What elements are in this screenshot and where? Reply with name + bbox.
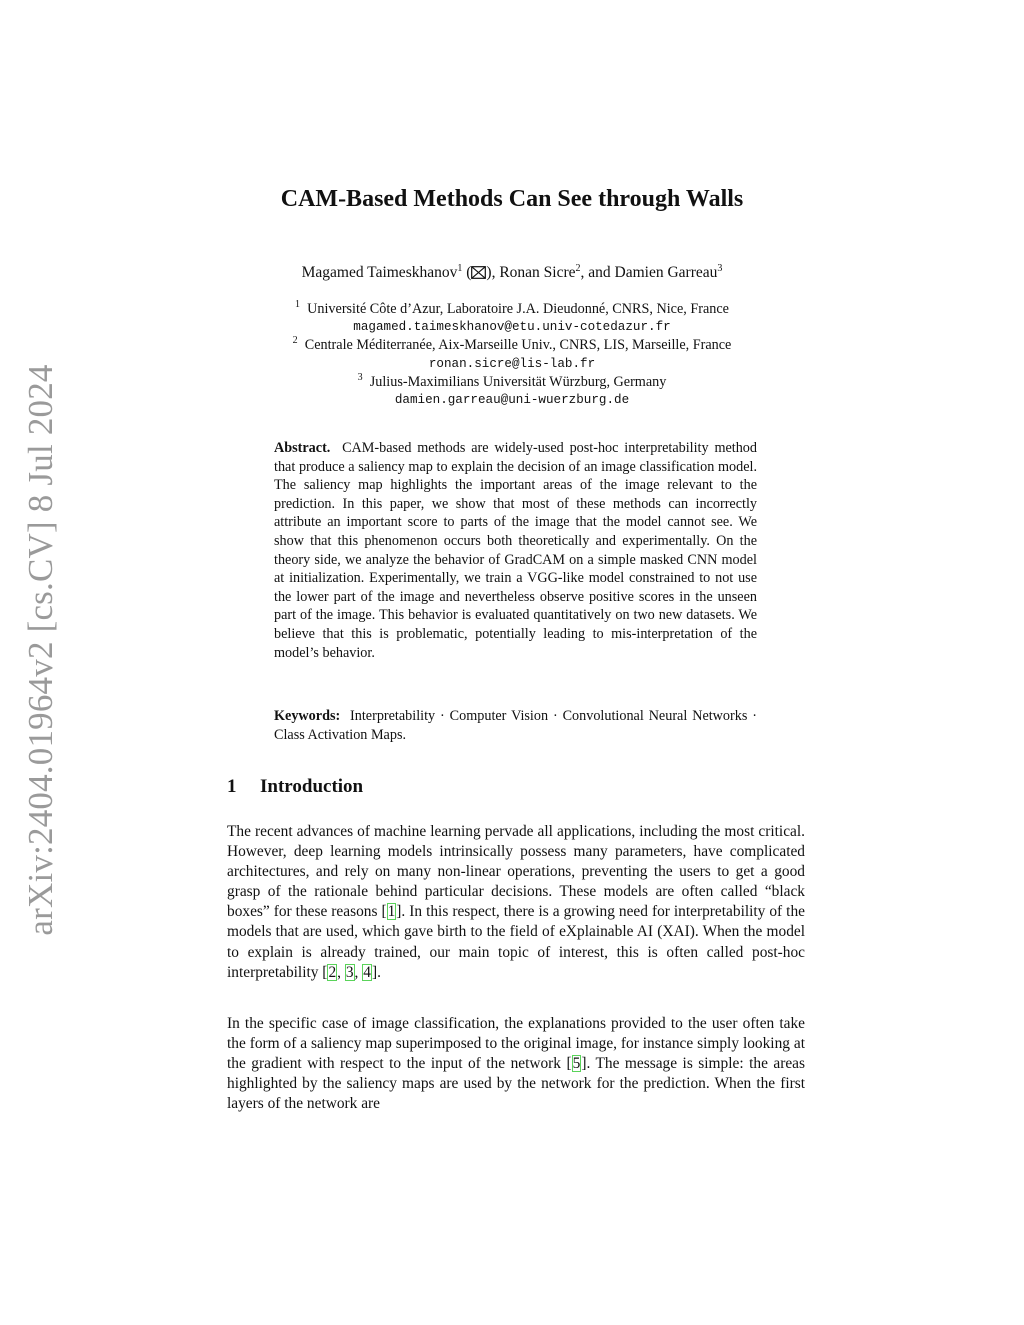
envelope-icon [471, 266, 486, 279]
citation-separator: , [337, 963, 345, 981]
affiliation-name: Julius-Maximilians Universität Würzburg, Germany [369, 373, 667, 390]
paragraph-text: ]. In this respect, there is a growing need for interpretability of the models that are used, which gave birth to the field of eXplainable AI (XAI). When the model to explain is already trained, our main topic of interest, this is often called post-hoc interpretability [ [227, 903, 805, 981]
citation-link[interactable]: 1 [387, 903, 396, 921]
keywords-label: Keywords: [274, 708, 341, 724]
affiliation-number: 2 [292, 335, 298, 347]
citation-link[interactable]: 3 [345, 963, 354, 981]
author-email[interactable]: damien.garreau@uni-wuerzburg.de [394, 393, 630, 408]
section-number: 1 [227, 776, 237, 797]
arxiv-identifier-stamp: arXiv:2404.01964v2 [cs.CV] 8 Jul 2024 [21, 364, 60, 936]
body-paragraph [227, 1014, 805, 1114]
affiliation-name: Université Côte d’Azur, Laboratoire J.A. Dieudonné, CNRS, Nice, France [307, 301, 729, 317]
author-affiliation-mark: 3 [717, 263, 723, 274]
citation-link[interactable]: 4 [363, 963, 371, 981]
section-heading [227, 776, 363, 798]
corresponding-author-mark: ( ) [466, 264, 492, 281]
author-name: Magamed Taimeskhanov [301, 264, 458, 281]
author-email[interactable]: magamed.taimeskhanov@etu.univ-cotedazur.fr [353, 320, 671, 335]
paragraph-text: The recent advances of machine learning pervade all applications, including the most critical. However, deep learning models intrinsically possess many parameters, have complicated architectures, and rely on many non-linear operations, preventing the users to get a good grasp of the rationale behind particular decisions. These models are often called “black boxes” for these reasons [ [227, 823, 805, 921]
affiliation-name: Centrale Méditerranée, Aix-Marseille Univ., CNRS, LIS, Marseille, France [304, 337, 732, 354]
paragraph-text: ]. [371, 963, 381, 981]
abstract [274, 439, 757, 662]
abstract-label: Abstract. [274, 440, 331, 456]
affiliation-line [0, 373, 1024, 391]
affiliation-line [0, 336, 1024, 354]
author-name: , and Damien Garreau [580, 264, 718, 281]
paragraph-text: ]. The message is simple: the areas highlighted by the saliency maps are used by the network for the prediction. When the first layers of the network are [227, 1055, 805, 1113]
author-email[interactable]: ronan.sicre@lis-lab.fr [428, 356, 596, 371]
author-affiliation-mark: 1 [457, 263, 463, 274]
citation-link[interactable]: 2 [328, 963, 337, 981]
author-affiliation-mark: 2 [575, 263, 581, 274]
citation-link[interactable]: 5 [572, 1055, 581, 1073]
affiliation-block [0, 300, 1024, 409]
author-name: , Ronan Sicre [491, 264, 576, 281]
author-list [0, 264, 1024, 282]
keywords-text: Interpretability · Computer Vision · Convolutional Neural Networks · Class Activation Maps. [274, 708, 758, 743]
affiliation-number: 1 [295, 299, 301, 310]
affiliation-line [0, 300, 1024, 318]
keywords [274, 707, 757, 744]
section-title: Introduction [260, 776, 364, 797]
abstract-text: CAM-based methods are widely-used post-hoc interpretability method that produce a saliency map to explain the decision of an image classification model. The saliency map highlights the important areas of the image relevant to the prediction. In this paper, we show that most of these methods can incorrectly attribute an important score to parts of the image that the model cannot see. We show that this phenomenon occurs both theoretically and experimentally. On the theory side, we analyze the behavior of GradCAM on a simple masked CNN model at initialization. Experimentally, we train a VGG-like model constrained to not use the lower part of the image and nevertheless observe positive scores in the unseen part of the image. This behavior is evaluated quantitatively on two new datasets. We believe that this is problematic, potentially leading to mis-interpretation of the model’s behavior. [274, 440, 757, 661]
affiliation-number: 3 [357, 371, 363, 383]
citation-separator: , [354, 963, 363, 981]
paper-title: CAM-Based Methods Can See through Walls [280, 186, 744, 212]
paragraph-text: In the specific case of image classification, the explanations provided to the user often take the form of a saliency map superimposed to the original image, for instance simply looking at the gradient with respect to the input of the network [ [227, 1015, 805, 1073]
body-paragraph [227, 822, 805, 983]
